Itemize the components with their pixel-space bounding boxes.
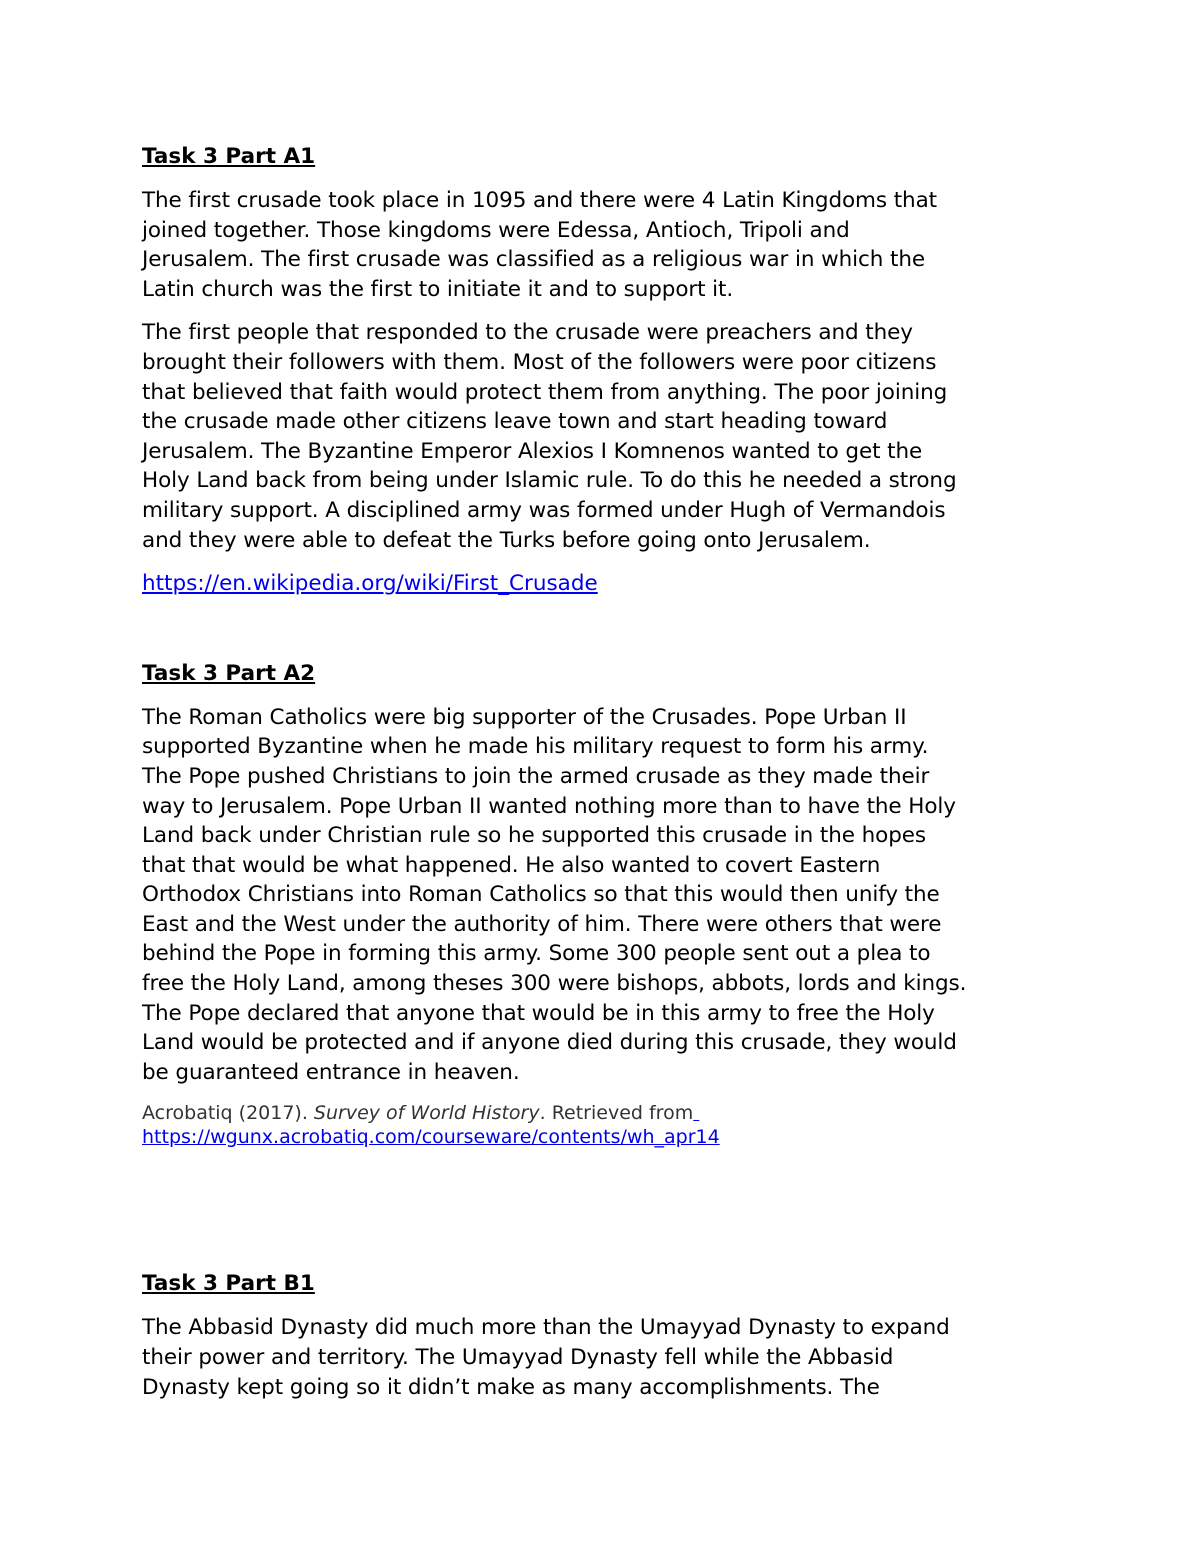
- citation: [142, 1101, 1062, 1149]
- citation-suffix: . Retrieved from: [539, 1102, 694, 1125]
- spacer: [142, 599, 1062, 659]
- text-line: Land would be protected and if anyone died during this crusade, they would: [142, 1030, 957, 1056]
- text-line: that that would be what happened. He also wanted to covert Eastern: [142, 852, 881, 878]
- text-line: the crusade made other citizens leave town and start heading toward: [142, 409, 888, 435]
- heading-a1: Task 3 Part A1: [142, 144, 316, 169]
- text-line: Jerusalem. The Byzantine Emperor Alexios I Komnenos wanted to get the: [142, 438, 923, 464]
- citation-line: [142, 1101, 1062, 1125]
- text-line: and they were able to defeat the Turks before going onto Jerusalem.: [142, 527, 871, 553]
- text-line: The first crusade took place in 1095 and there were 4 Latin Kingdoms that: [142, 188, 937, 213]
- text-line: their power and territory. The Umayyad Dynasty fell while the Abbasid: [142, 1345, 894, 1371]
- wikipedia-link[interactable]: https://en.wikipedia.org/wiki/First_Crusade: [142, 571, 598, 597]
- text-line: Latin church was the first to initiate it and to support it.: [142, 276, 734, 302]
- text-line: supported Byzantine when he made his military request to form his army.: [142, 734, 929, 760]
- paragraph-a1-1: [142, 186, 1062, 304]
- heading-a2: Task 3 Part A2: [142, 660, 316, 686]
- text-line: joined together. Those kingdoms were Edessa, Antioch, Tripoli and: [142, 217, 850, 243]
- text-line: free the Holy Land, among theses 300 were bishops, abbots, lords and kings.: [142, 971, 967, 997]
- paragraph-b1-1: [142, 1313, 1062, 1402]
- text-line: military support. A disciplined army was formed under Hugh of Vermandois: [142, 497, 946, 523]
- text-line: that believed that faith would protect them from anything. The poor joining: [142, 379, 948, 405]
- text-line: behind the Pope in forming this army. Some 300 people sent out a plea to: [142, 941, 931, 967]
- text-line: The Abbasid Dynasty did much more than the Umayyad Dynasty to expand: [142, 1315, 950, 1341]
- spacer: [142, 1149, 1062, 1269]
- paragraph-a1-2: [142, 318, 1062, 555]
- text-line: Orthodox Christians into Roman Catholics so that this would then unify the: [142, 882, 940, 908]
- acrobatiq-link[interactable]: https://wgunx.acrobatiq.com/courseware/contents/wh_apr14: [142, 1126, 720, 1149]
- text-line: East and the West under the authority of him. There were others that were: [142, 911, 942, 937]
- text-line: The Pope pushed Christians to join the armed crusade as they made their: [142, 763, 930, 789]
- text-line: way to Jerusalem. Pope Urban II wanted nothing more than to have the Holy: [142, 793, 956, 819]
- heading-b1: Task 3 Part B1: [142, 1271, 315, 1297]
- citation-link-gap: [693, 1102, 699, 1124]
- text-line: Jerusalem. The first crusade was classified as a religious war in which the: [142, 247, 925, 273]
- text-line: The Pope declared that anyone that would be in this army to free the Holy: [142, 1000, 935, 1026]
- text-line: The Roman Catholics were big supporter of the Crusades. Pope Urban II: [142, 704, 907, 730]
- citation-prefix: Acrobatiq (2017).: [142, 1102, 314, 1125]
- citation-title: Survey of World History: [313, 1102, 540, 1125]
- text-line: The first people that responded to the crusade were preachers and they: [142, 320, 913, 346]
- text-line: Land back under Christian rule so he supported this crusade in the hopes: [142, 823, 926, 849]
- paragraph-a2-1: [142, 703, 1062, 1088]
- text-line: be guaranteed entrance in heaven.: [142, 1059, 520, 1085]
- text-line: brought their followers with them. Most of the followers were poor citizens: [142, 349, 937, 375]
- text-line: Dynasty kept going so it didn’t make as many accomplishments. The: [142, 1374, 880, 1400]
- document-page: [142, 142, 1062, 1416]
- text-line: Holy Land back from being under Islamic rule. To do this he needed a strong: [142, 468, 957, 494]
